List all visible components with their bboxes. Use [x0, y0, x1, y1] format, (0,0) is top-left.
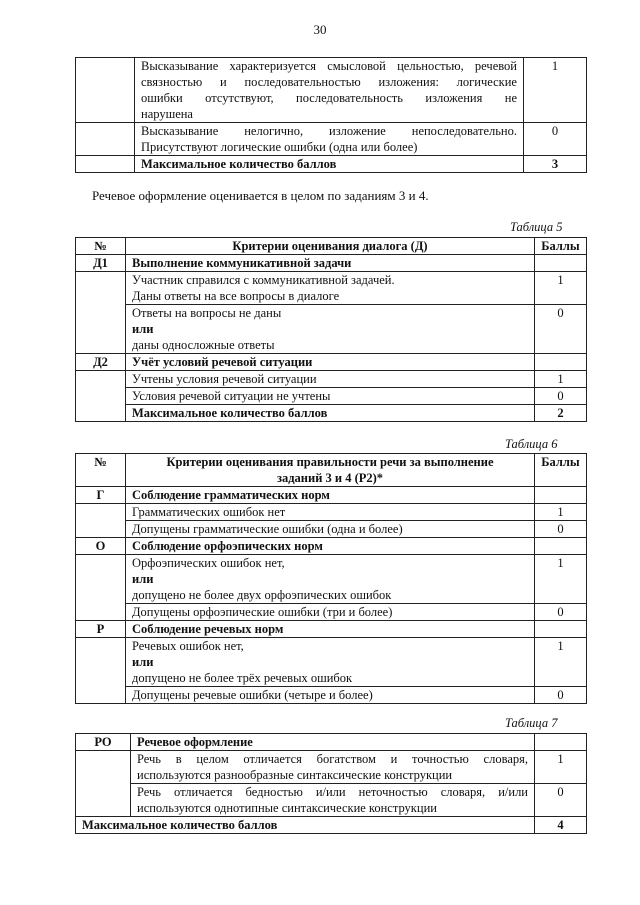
- section-row: [76, 255, 587, 272]
- score-cell: 1: [535, 638, 587, 687]
- table-header-row: [76, 454, 587, 487]
- table-row: [76, 784, 587, 817]
- criterion-line: Высказывание нелогично, изложение непоследовательно.: [141, 124, 517, 138]
- section-row: [76, 538, 587, 555]
- score-cell: 1: [535, 751, 587, 784]
- max-score-label: Максимальное количество баллов: [76, 817, 535, 834]
- criterion-line: Допущены грамматические ошибки (одна и более): [126, 521, 535, 538]
- section-title: Соблюдение орфоэпических норм: [126, 538, 535, 555]
- max-score-label: Максимальное количество баллов: [126, 405, 535, 422]
- criterion-line: связностью и последовательностью изложения: логические: [141, 75, 517, 89]
- header-criteria: Критерии оценивания правильности речи за выполнение: [166, 455, 494, 469]
- table-row: [76, 58, 587, 123]
- section-row: [76, 487, 587, 504]
- table-row: [76, 272, 587, 305]
- score-cell: 1: [535, 504, 587, 521]
- criterion-line: Речь отличается бедностью и/или неточностью словаря, и/или: [137, 785, 528, 799]
- criterion-line: допущено не более трёх речевых ошибок: [132, 671, 353, 685]
- score-cell: 0: [524, 123, 587, 156]
- table5: [75, 237, 587, 422]
- score-cell: 1: [535, 555, 587, 604]
- criterion-line: Условия речевой ситуации не учтены: [126, 388, 535, 405]
- table6: [75, 453, 587, 704]
- header-criteria: Критерии оценивания диалога (Д): [126, 238, 535, 255]
- section-row: [76, 621, 587, 638]
- criterion-line: или: [132, 572, 154, 586]
- criterion-line: используются однотипные синтаксические конструкции: [137, 801, 437, 815]
- criterion-code: Р: [76, 621, 126, 638]
- paragraph: Речевое оформление оценивается в целом по заданиям 3 и 4.: [92, 188, 429, 203]
- score-cell: 0: [535, 388, 587, 405]
- score-cell: 0: [535, 687, 587, 704]
- max-score-label: Максимальное количество баллов: [135, 156, 524, 173]
- criterion-line: Высказывание характеризуется смысловой цельностью, речевой: [141, 59, 517, 73]
- criterion-line: допущено не более двух орфоэпических ошибок: [132, 588, 392, 602]
- criterion-line: даны односложные ответы: [132, 338, 275, 352]
- table-row: [76, 305, 587, 354]
- max-score-row: [76, 405, 587, 422]
- section-title: Учёт условий речевой ситуации: [126, 354, 535, 371]
- criterion-code: Д1: [76, 255, 126, 272]
- criterion-line: нарушена: [141, 107, 193, 121]
- table-row: [76, 604, 587, 621]
- section-row: [76, 734, 587, 751]
- max-score-value: 4: [535, 817, 587, 834]
- header-num: №: [76, 238, 126, 255]
- score-cell: 0: [535, 521, 587, 538]
- section-title: Речевое оформление: [131, 734, 535, 751]
- table-row: [76, 555, 587, 604]
- criterion-code: Д2: [76, 354, 126, 371]
- table-row: [76, 371, 587, 388]
- criterion-code: РО: [76, 734, 131, 751]
- table6-caption: Таблица 6: [505, 437, 558, 451]
- score-cell: 1: [535, 272, 587, 305]
- criterion-line: Орфоэпических ошибок нет,: [132, 556, 285, 570]
- table-row: [76, 123, 587, 156]
- logic-criteria-table: [75, 57, 587, 173]
- header-score: Баллы: [535, 238, 587, 255]
- score-cell: 0: [535, 305, 587, 354]
- table-row: [76, 638, 587, 687]
- criterion-code: Г: [76, 487, 126, 504]
- table7-caption: Таблица 7: [505, 716, 558, 730]
- max-score-row: [76, 817, 587, 834]
- criterion-line: Грамматических ошибок нет: [126, 504, 535, 521]
- criterion-line: или: [132, 322, 154, 336]
- criterion-line: или: [132, 655, 154, 669]
- criterion-line: Допущены орфоэпические ошибки (три и более): [126, 604, 535, 621]
- criterion-line: Даны ответы на все вопросы в диалоге: [132, 289, 340, 303]
- criterion-line: ошибки отсутствуют, последовательность изложения не: [141, 91, 517, 105]
- criterion-line: Учтены условия речевой ситуации: [126, 371, 535, 388]
- criterion-line: Ответы на вопросы не даны: [132, 306, 282, 320]
- score-cell: 0: [535, 784, 587, 817]
- criterion-code: О: [76, 538, 126, 555]
- table5-caption: Таблица 5: [510, 220, 563, 234]
- table-row: [76, 388, 587, 405]
- score-cell: 1: [524, 58, 587, 123]
- page-number: 30: [313, 22, 327, 37]
- criterion-line: Речевых ошибок нет,: [132, 639, 244, 653]
- score-cell: 0: [535, 604, 587, 621]
- max-score-value: 3: [524, 156, 587, 173]
- max-score-row: [76, 156, 587, 173]
- criterion-line: Присутствуют логические ошибки (одна или более): [141, 140, 418, 154]
- section-title: Соблюдение грамматических норм: [126, 487, 535, 504]
- criterion-line: Участник справился с коммуникативной задачей.: [132, 273, 395, 287]
- max-score-value: 2: [535, 405, 587, 422]
- section-title: Выполнение коммуникативной задачи: [126, 255, 535, 272]
- section-row: [76, 354, 587, 371]
- table-row: [76, 751, 587, 784]
- table-row: [76, 504, 587, 521]
- section-title: Соблюдение речевых норм: [126, 621, 535, 638]
- header-criteria: заданий 3 и 4 (Р2)*: [276, 471, 384, 485]
- header-num: №: [76, 454, 126, 487]
- header-score: Баллы: [535, 454, 587, 487]
- table-row: [76, 687, 587, 704]
- score-cell: 1: [535, 371, 587, 388]
- table-row: [76, 521, 587, 538]
- criterion-line: Допущены речевые ошибки (четыре и более): [126, 687, 535, 704]
- criterion-line: используются разнообразные синтаксические конструкции: [137, 768, 453, 782]
- table7: [75, 733, 587, 834]
- criterion-line: Речь в целом отличается богатством и точностью словаря,: [137, 752, 528, 766]
- table-header-row: [76, 238, 587, 255]
